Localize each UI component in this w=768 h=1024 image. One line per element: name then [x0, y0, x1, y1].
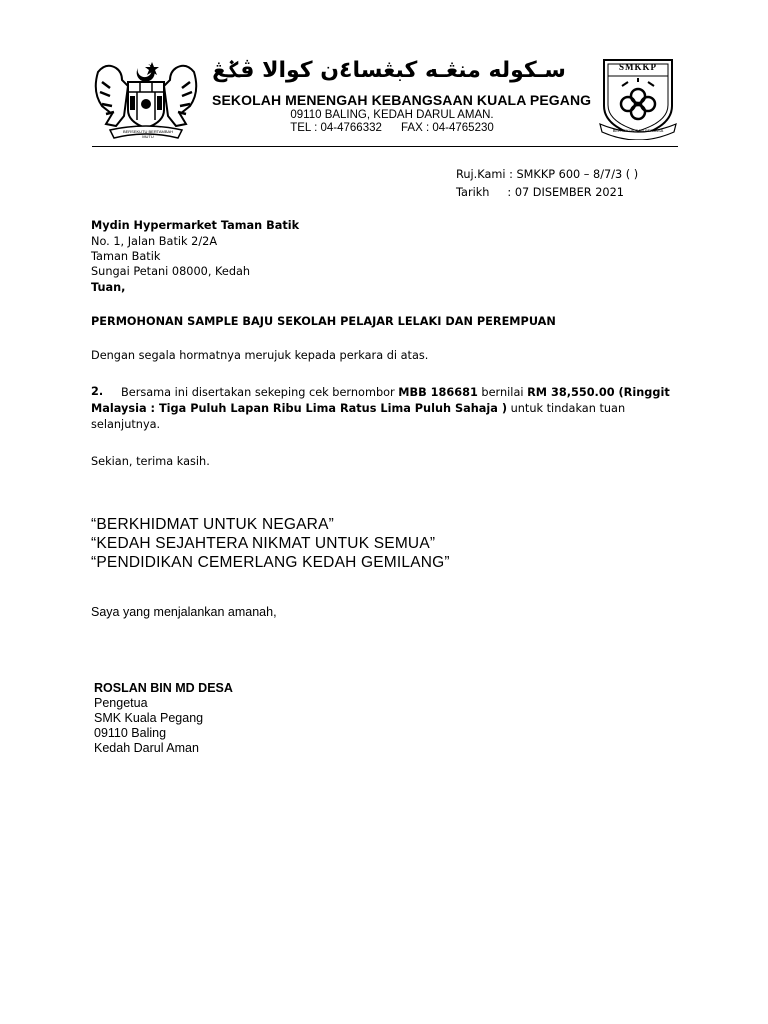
fax: FAX : 04-4765230 [401, 122, 494, 134]
cheque-amount: RM 38,550.00 (Ringgit Malaysia : Tiga Puluh Lapan Ribu Lima Ratus Lima Puluh Sahaja ) [91, 386, 670, 415]
reference-number: Ruj.Kami : SMKKP 600 – 8/7/3 ( ) [456, 168, 639, 181]
recipient-address-line: Taman Batik [91, 250, 161, 263]
school-logo-text: SMKKP [619, 62, 657, 72]
date-value: : 07 DISEMBER 2021 [507, 186, 624, 199]
telephone: TEL : 04-4766332 [290, 122, 382, 134]
signatory-title: Pengetua [94, 696, 148, 710]
motto-line: “KEDAH SEJAHTERA NIKMAT UNTUK SEMUA” [91, 535, 436, 552]
date-label: Tarikh [456, 186, 490, 199]
school-contact [212, 122, 572, 134]
school-address: 09110 BALING, KEDAH DARUL AMAN. [290, 109, 494, 121]
date-line [456, 186, 624, 199]
school-logo-motto: BERTEKUN DAN BERJASA [612, 128, 664, 133]
crest-motto: BERSEKUTU BERTAMBAH MUTU [122, 129, 174, 139]
motto-line: “BERKHIDMAT UNTUK NEGARA” [91, 516, 334, 533]
paragraph-2-text: Bersama ini disertakan sekeping cek bernombor [121, 386, 399, 399]
signatory-address-line: 09110 Baling [94, 726, 167, 740]
trust-line: Saya yang menjalankan amanah, [91, 605, 277, 619]
recipient-address-line: Sungai Petani 08000, Kedah [91, 265, 251, 278]
paragraph-2-text: untuk tindakan tuan selanjutnya. [91, 402, 626, 431]
closing-line: Sekian, terima kasih. [91, 455, 210, 468]
recipient-address-line: No. 1, Jalan Batik 2/2A [91, 235, 218, 248]
cheque-number: MBB 186681 [398, 386, 478, 399]
signatory-address-line: SMK Kuala Pegang [94, 711, 204, 725]
malaysia-coat-of-arms-icon [92, 58, 200, 140]
recipient-name: Mydin Hypermarket Taman Batik [91, 219, 300, 232]
signatory-address-line: Kedah Darul Aman [94, 741, 199, 755]
opening-line: Dengan segala hormatnya merujuk kepada perkara di atas. [91, 349, 429, 362]
motto-line: “PENDIDIKAN CEMERLANG KEDAH GEMILANG” [91, 554, 450, 571]
signatory-name: ROSLAN BIN MD DESA [94, 681, 233, 695]
letterhead-divider [92, 146, 678, 147]
school-name: SEKOLAH MENENGAH KEBANGSAAN KUALA PEGANG [212, 92, 592, 108]
jawi-school-name: سـكوله منڠـه كبڠسا٤ن كوالا ڤݢڠ [212, 58, 566, 83]
paragraph-2 [91, 385, 671, 433]
salutation: Tuan, [91, 281, 126, 294]
paragraph-2-text: bernilai [477, 386, 528, 399]
paragraph-number: 2. [91, 385, 104, 398]
subject-heading: PERMOHONAN SAMPLE BAJU SEKOLAH PELAJAR LELAKI DAN PEREMPUAN [91, 315, 556, 328]
